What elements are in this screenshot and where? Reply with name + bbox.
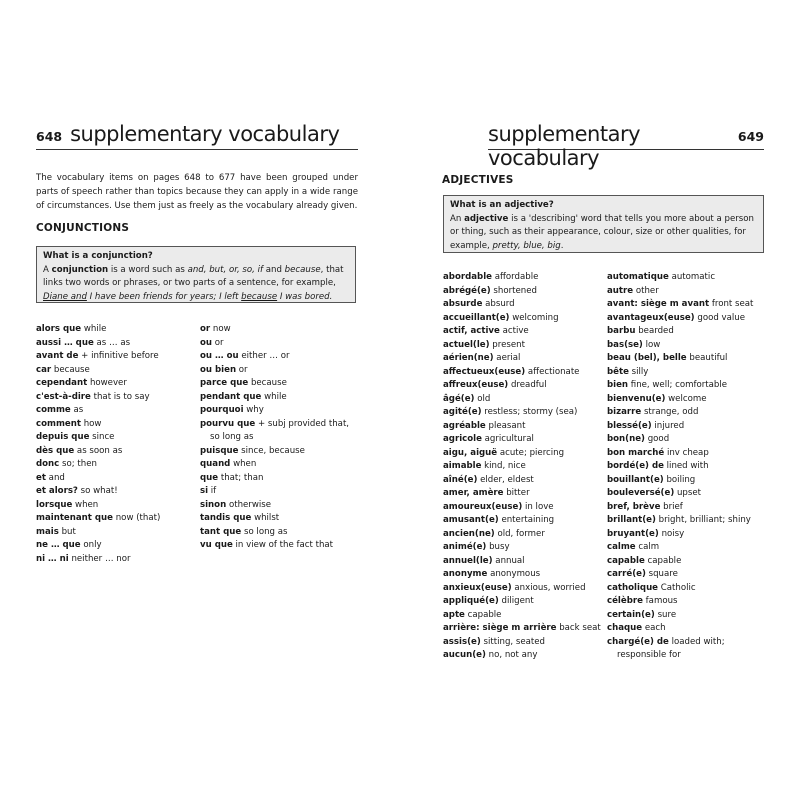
gloss: affectionate — [527, 366, 580, 377]
vocab-entry — [607, 595, 772, 609]
vocab-entry — [607, 582, 772, 596]
headword: aérien(ne) — [443, 353, 494, 363]
vocab-entry — [200, 391, 360, 405]
headword: catholique — [607, 582, 659, 593]
vocab-entry — [607, 514, 772, 528]
gloss: only — [83, 540, 102, 550]
headword: aimable — [443, 461, 482, 471]
page-number: 649 — [737, 129, 764, 144]
gloss: shortened — [493, 285, 537, 296]
headword: agréable — [443, 420, 486, 431]
vocab-entry — [200, 337, 360, 351]
vocab-entry — [36, 512, 191, 526]
gloss: lined with — [666, 461, 709, 471]
vocab-entry — [443, 312, 603, 326]
vocab-entry — [443, 568, 603, 582]
right-page — [400, 0, 800, 800]
vocab-entry — [607, 406, 772, 420]
gloss: since — [92, 432, 115, 442]
gloss: + infinitive before — [81, 351, 159, 361]
vocab-entry — [607, 379, 772, 393]
vocab-entry — [607, 447, 772, 461]
headword: cependant — [36, 378, 88, 388]
vocab-entry — [36, 418, 191, 432]
headword: bref, brève — [607, 501, 661, 512]
gloss: since, because — [241, 445, 305, 456]
vocab-entry — [443, 501, 603, 515]
headword: sinon — [200, 499, 227, 510]
vocab-entry — [607, 609, 772, 623]
box-text: An adjective is a 'describing' word that tells you more about a person or thing, such as their appearance, colour, size or other qualities, for example, pretty, blue, big. — [450, 213, 754, 251]
headword: aussi … que — [36, 337, 94, 348]
vocab-entry — [443, 555, 603, 569]
headword: certain(e) — [607, 609, 655, 620]
headword: maintenant que — [36, 513, 113, 523]
gloss: pleasant — [488, 420, 526, 431]
gloss: low — [645, 339, 661, 350]
gloss: dreadful — [510, 380, 547, 390]
headword: dès que — [36, 445, 75, 456]
gloss: restless; stormy (sea) — [484, 407, 578, 417]
vocab-entry — [443, 433, 603, 447]
headword: accueillant(e) — [443, 312, 510, 323]
vocab-entry — [200, 404, 360, 418]
gloss: noisy — [661, 528, 685, 539]
adjectives-column-1 — [443, 271, 603, 663]
vocab-entry — [443, 393, 603, 407]
vocab-entry — [607, 312, 772, 326]
gloss: however — [89, 378, 127, 388]
vocab-entry — [443, 460, 603, 474]
headword: bas(se) — [607, 339, 643, 350]
headword: abrégé(e) — [443, 285, 491, 296]
gloss: why — [246, 405, 264, 415]
gloss: other — [635, 285, 659, 296]
gloss: sure — [657, 609, 677, 620]
headword: ou bien — [200, 364, 237, 375]
gloss: old, former — [497, 528, 545, 539]
gloss: bearded — [638, 326, 674, 336]
gloss: good — [647, 434, 670, 444]
adjective-info-box — [443, 195, 764, 253]
headword: bouleversé(e) — [607, 488, 675, 498]
headword: avant de — [36, 351, 79, 361]
vocab-entry — [36, 539, 191, 553]
gloss: upset — [676, 488, 702, 498]
gloss: + subj provided that, so long as — [210, 418, 350, 442]
gloss: welcome — [668, 393, 707, 404]
vocab-entry — [36, 431, 191, 445]
gloss: acute; piercing — [499, 447, 565, 458]
vocab-entry — [443, 420, 603, 434]
gloss: affordable — [494, 272, 539, 282]
headword: pourvu que — [200, 418, 256, 429]
headword: abordable — [443, 272, 492, 282]
vocab-entry — [36, 377, 191, 391]
headword: affectueux(euse) — [443, 366, 526, 377]
vocab-entry — [443, 379, 603, 393]
gloss: aerial — [496, 353, 521, 363]
vocab-entry — [607, 393, 772, 407]
headword: anxieux(euse) — [443, 582, 512, 593]
gloss: active — [502, 326, 529, 336]
vocab-entry — [200, 526, 360, 540]
gloss: bright, brilliant; shiny — [658, 515, 751, 525]
section-heading-conjunctions: CONJUNCTIONS — [36, 222, 130, 234]
vocab-entry — [443, 649, 603, 663]
vocab-entry — [200, 458, 360, 472]
headword: brillant(e) — [607, 515, 656, 525]
headword: appliqué(e) — [443, 596, 499, 606]
gloss: agricultural — [484, 434, 534, 444]
gloss: now — [212, 324, 231, 334]
vocab-entry — [607, 298, 772, 312]
gloss: in view of the fact that — [235, 540, 334, 550]
headword: pourquoi — [200, 405, 244, 415]
gloss: fine, well; comfortable — [630, 380, 728, 390]
gloss: annual — [495, 555, 525, 566]
gloss: automatic — [671, 272, 716, 282]
headword: que — [200, 472, 219, 483]
headword: et alors? — [36, 486, 78, 496]
gloss: sitting, seated — [483, 636, 546, 647]
gloss: so; then — [62, 459, 97, 469]
vocab-entry — [200, 472, 360, 486]
vocab-entry — [36, 364, 191, 378]
vocab-entry — [607, 541, 772, 555]
adjectives-column-2 — [607, 271, 772, 663]
headword: actif, active — [443, 326, 500, 336]
headword: actuel(le) — [443, 339, 490, 350]
gloss: so long as — [243, 526, 288, 537]
vocab-entry — [607, 420, 772, 434]
vocab-entry — [36, 553, 191, 567]
headword: célèbre — [607, 596, 643, 606]
vocab-entry — [200, 445, 360, 459]
vocab-entry — [200, 485, 360, 499]
vocab-entry — [443, 352, 603, 366]
headword: annuel(le) — [443, 555, 493, 566]
headword: bon(ne) — [607, 434, 645, 444]
gloss: and — [48, 472, 65, 483]
gloss: strange, odd — [643, 407, 699, 417]
gloss: because — [250, 378, 287, 388]
headword: mais — [36, 526, 59, 537]
vocab-entry — [443, 474, 603, 488]
vocab-entry — [607, 325, 772, 339]
gloss: diligent — [501, 596, 534, 606]
gloss: as … as — [96, 337, 131, 348]
vocab-entry — [443, 325, 603, 339]
headword: et — [36, 472, 46, 483]
headword: agité(e) — [443, 407, 482, 417]
headword: apte — [443, 609, 465, 620]
section-heading-adjectives: ADJECTIVES — [442, 174, 514, 186]
headword: parce que — [200, 378, 249, 388]
gloss: bitter — [506, 488, 530, 498]
vocab-entry — [200, 377, 360, 391]
vocab-entry — [607, 555, 772, 569]
vocab-entry — [607, 487, 772, 501]
vocab-entry — [443, 487, 603, 501]
vocab-entry — [200, 323, 360, 337]
headword: avant: siège m avant — [607, 299, 710, 309]
headword: chargé(e) de — [607, 636, 669, 647]
gloss: beautiful — [689, 353, 728, 363]
vocab-entry — [443, 298, 603, 312]
headword: ou — [200, 337, 213, 348]
gloss: injured — [654, 420, 685, 431]
vocab-entry — [607, 285, 772, 299]
vocab-entry — [607, 352, 772, 366]
vocab-entry — [36, 499, 191, 513]
gloss: in love — [524, 501, 554, 512]
vocab-entry — [200, 539, 360, 553]
left-page-header — [36, 122, 358, 150]
headword: bien — [607, 380, 629, 390]
headword: alors que — [36, 324, 82, 334]
gloss: boiling — [666, 474, 696, 485]
headword: donc — [36, 459, 60, 469]
vocab-entry — [443, 339, 603, 353]
gloss: famous — [645, 596, 678, 606]
gloss: square — [648, 569, 678, 579]
headword: tant que — [200, 526, 242, 537]
headword: avantageux(euse) — [607, 312, 695, 323]
headword: c'est-à-dire — [36, 391, 91, 402]
headword: ni … ni — [36, 553, 69, 564]
headword: si — [200, 486, 209, 496]
gloss: brief — [663, 501, 683, 512]
headword: animé(e) — [443, 542, 487, 552]
gloss: welcoming — [512, 312, 559, 323]
gloss: absurd — [485, 299, 515, 309]
headword: aigu, aiguë — [443, 447, 498, 458]
vocab-entry — [443, 528, 603, 542]
vocab-entry — [36, 391, 191, 405]
headword: arrière: siège m arrière — [443, 623, 557, 633]
vocab-entry — [607, 271, 772, 285]
headword: assis(e) — [443, 636, 481, 647]
vocab-entry — [200, 512, 360, 526]
vocab-entry — [200, 418, 360, 445]
gloss: capable — [647, 555, 682, 566]
vocab-entry — [200, 499, 360, 513]
vocab-entry — [443, 541, 603, 555]
gloss: silly — [631, 366, 649, 377]
headword: ou … ou — [200, 351, 239, 361]
gloss: old — [477, 393, 491, 404]
headword: amer, amère — [443, 488, 504, 498]
gloss: anxious, worried — [514, 582, 586, 593]
headword: absurde — [443, 299, 483, 309]
headword: aîné(e) — [443, 474, 478, 485]
box-title: What is an adjective? — [450, 200, 554, 210]
gloss: as — [73, 405, 84, 415]
headword: depuis que — [36, 432, 90, 442]
intro-paragraph: The vocabulary items on pages 648 to 677 have been grouped under parts of speech rather than topics because they can apply in a wide range of circumstances. Use them just as freely as the vocabulary already given. — [36, 173, 358, 211]
headword: comment — [36, 418, 81, 429]
gloss: while — [83, 324, 107, 334]
vocab-entry — [607, 622, 772, 636]
headword: bête — [607, 366, 629, 377]
gloss: whilst — [254, 513, 280, 523]
headword: calme — [607, 542, 636, 552]
headword: comme — [36, 405, 71, 415]
vocab-entry — [443, 636, 603, 650]
headword: bouillant(e) — [607, 474, 664, 485]
vocab-entry — [36, 445, 191, 459]
vocab-entry — [36, 485, 191, 499]
vocab-entry — [443, 514, 603, 528]
gloss: while — [264, 391, 287, 402]
gloss: when — [233, 459, 257, 469]
vocab-entry — [443, 609, 603, 623]
gloss: as soon as — [76, 445, 123, 456]
gloss: when — [75, 499, 99, 510]
vocab-entry — [607, 366, 772, 380]
vocab-entry — [36, 337, 191, 351]
gloss: capable — [467, 609, 502, 620]
headword: pendant que — [200, 391, 262, 402]
vocab-entry — [607, 501, 772, 515]
gloss: anonymous — [490, 569, 541, 579]
headword: barbu — [607, 326, 636, 336]
headword: vu que — [200, 540, 233, 550]
headword: anonyme — [443, 569, 488, 579]
headword: ancien(ne) — [443, 528, 495, 539]
gloss: that is to say — [93, 391, 150, 402]
gloss: Catholic — [660, 582, 696, 593]
gloss: how — [83, 418, 102, 429]
vocab-entry — [443, 271, 603, 285]
vocab-entry — [443, 447, 603, 461]
conjunctions-column-1 — [36, 323, 191, 566]
vocab-entry — [36, 458, 191, 472]
gloss: no, not any — [488, 650, 538, 660]
vocab-entry — [36, 404, 191, 418]
headword: affreux(euse) — [443, 380, 509, 390]
headword: bruyant(e) — [607, 528, 659, 539]
right-page-header — [488, 122, 764, 170]
vocab-entry — [607, 474, 772, 488]
gloss: loaded with; responsible for — [617, 636, 725, 660]
vocab-entry — [36, 350, 191, 364]
gloss: either … or — [241, 351, 290, 361]
gloss: back seat — [559, 623, 601, 633]
headword: capable — [607, 555, 645, 566]
gloss: that; than — [220, 472, 264, 483]
vocab-entry — [607, 339, 772, 353]
headword: chaque — [607, 623, 643, 633]
headword: quand — [200, 459, 231, 469]
gloss: elder, eldest — [480, 474, 534, 485]
gloss: otherwise — [228, 499, 272, 510]
headword: or — [200, 324, 211, 334]
headword: beau (bel), belle — [607, 353, 687, 363]
gloss: neither … nor — [71, 553, 131, 564]
headword: aucun(e) — [443, 650, 486, 660]
vocab-entry — [607, 528, 772, 542]
gloss: busy — [489, 542, 510, 552]
vocab-entry — [200, 350, 360, 364]
headword: carré(e) — [607, 569, 646, 579]
gloss: each — [644, 623, 666, 633]
headword: bienvenu(e) — [607, 393, 666, 404]
vocab-entry — [443, 582, 603, 596]
headword: blessé(e) — [607, 420, 652, 431]
vocab-entry — [36, 526, 191, 540]
headword: âgé(e) — [443, 393, 475, 404]
gloss: or — [238, 364, 248, 375]
gloss: but — [61, 526, 76, 537]
gloss: now (that) — [115, 513, 161, 523]
headword: bizarre — [607, 407, 642, 417]
vocab-entry — [443, 366, 603, 380]
vocab-entry — [200, 364, 360, 378]
gloss: or — [214, 337, 224, 348]
vocab-entry — [607, 568, 772, 582]
vocab-entry — [607, 460, 772, 474]
gloss: calm — [638, 542, 660, 552]
running-title: supplementary vocabulary — [488, 122, 641, 170]
headword: bordé(e) de — [607, 461, 664, 471]
vocab-entry — [36, 323, 191, 337]
headword: tandis que — [200, 513, 252, 523]
gloss: good value — [697, 312, 745, 323]
running-title: supplementary vocabulary — [70, 122, 340, 146]
conjunctions-column-2 — [200, 323, 360, 553]
box-text: A conjunction is a word such as and, but, or, so, if and because, that links two words or phrases, or two parts of a sentence, for example, Diane and I have been friends for years; I left because I was bored. — [43, 264, 344, 302]
gloss: present — [492, 339, 525, 350]
headword: lorsque — [36, 499, 73, 510]
headword: bon marché — [607, 447, 665, 458]
vocab-entry — [443, 622, 603, 636]
vocab-entry — [443, 285, 603, 299]
vocab-entry — [36, 472, 191, 486]
vocab-entry — [607, 433, 772, 447]
vocab-entry — [443, 406, 603, 420]
headword: puisque — [200, 445, 239, 456]
headword: autre — [607, 285, 634, 296]
headword: agricole — [443, 434, 482, 444]
headword: amusant(e) — [443, 515, 499, 525]
vocab-entry — [607, 636, 772, 663]
headword: amoureux(euse) — [443, 501, 523, 512]
gloss: front seat — [711, 299, 754, 309]
gloss: if — [210, 486, 217, 496]
gloss: entertaining — [501, 515, 555, 525]
vocab-entry — [443, 595, 603, 609]
headword: automatique — [607, 272, 669, 282]
headword: ne … que — [36, 540, 81, 550]
box-title: What is a conjunction? — [43, 251, 153, 261]
gloss: because — [53, 364, 90, 375]
page-number: 648 — [36, 129, 63, 144]
gloss: kind, nice — [484, 461, 526, 471]
headword: car — [36, 364, 52, 375]
gloss: so what! — [80, 486, 118, 496]
gloss: inv cheap — [666, 447, 709, 458]
conjunction-info-box — [36, 246, 356, 303]
